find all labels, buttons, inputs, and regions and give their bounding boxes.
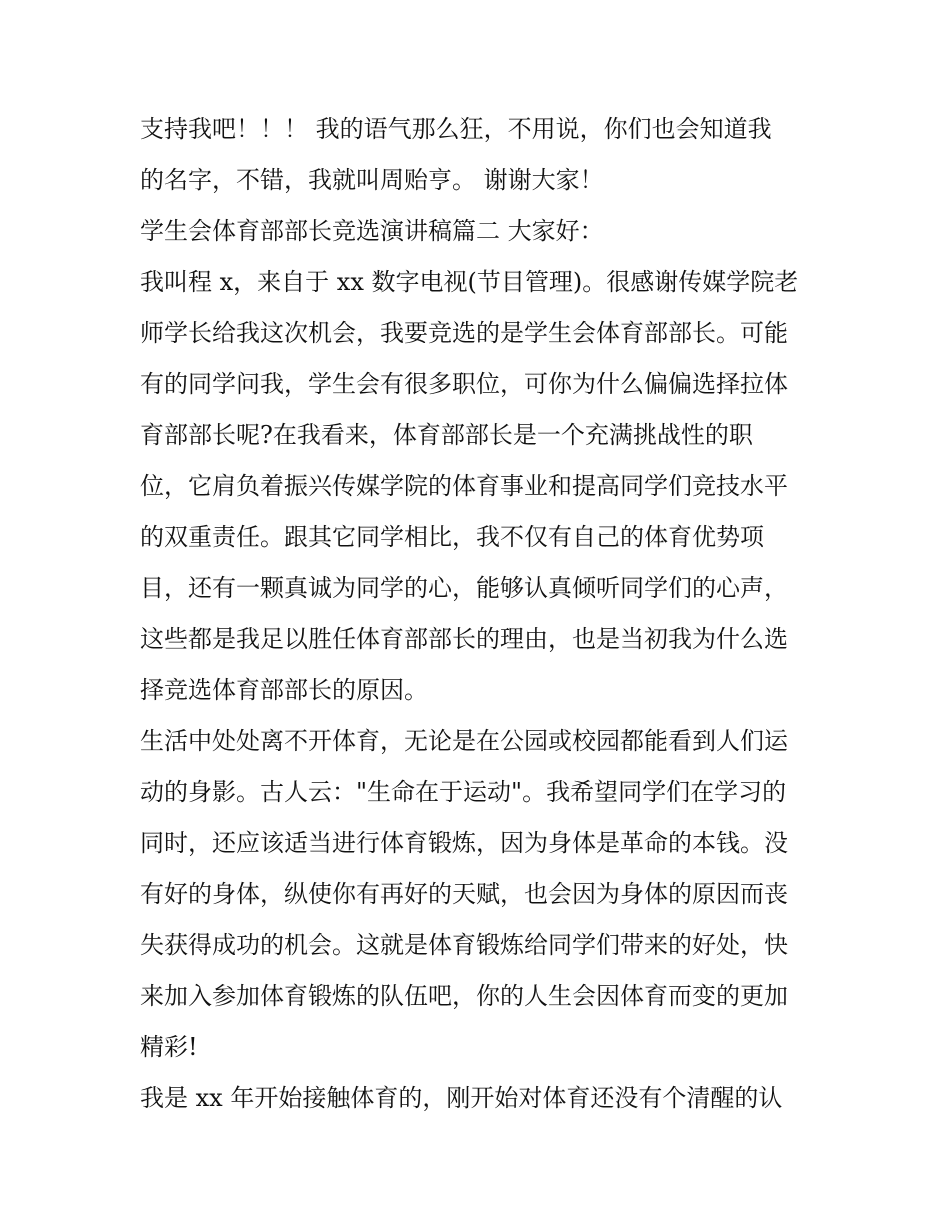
text-line: 精彩! [140, 1033, 198, 1061]
text-line: 有的同学问我，学生会有很多职位，可你为什么偏偏选择拉体 [140, 370, 788, 398]
text-line: 来加入参加体育锻炼的队伍吧，你的人生会因体育而变的更加 [140, 982, 788, 1010]
document-body [140, 104, 820, 1124]
text-line: 这些都是我足以胜任体育部部长的理由，也是当初我为什么选 [140, 625, 788, 653]
section-heading: 学生会体育部部长竞选演讲稿篇二 大家好： [140, 217, 604, 245]
text-line: 目，还有一颗真诚为同学的心，能够认真倾听同学们的心声， [140, 574, 788, 602]
text-line: 位，它肩负着振兴传媒学院的体育事业和提高同学们竞技水平 [140, 472, 788, 500]
text-line: 择竞选体育部部长的原因。 [140, 676, 428, 704]
text-line: 生活中处处离不开体育，无论是在公园或校园都能看到人们运 [140, 727, 788, 755]
text-line: 的双重责任。跟其它同学相比，我不仅有自己的体育优势项 [140, 523, 764, 551]
text-line: 师学长给我这次机会，我要竞选的是学生会体育部部长。可能 [140, 319, 788, 347]
text-line: 支持我吧！！！ 我的语气那么狂，不用说，你们也会知道我 [140, 115, 772, 143]
text-line: 同时，还应该适当进行体育锻炼，因为身体是革命的本钱。没 [140, 829, 788, 857]
text-line: 的名字，不错，我就叫周贻亨。 谢谢大家！ [140, 166, 604, 194]
text-line: 育部部长呢?在我看来，体育部部长是一个充满挑战性的职 [140, 421, 753, 449]
text-line: 失获得成功的机会。这就是体育锻炼给同学们带来的好处，快 [140, 931, 788, 959]
text-line: 动的身影。古人云："生命在于运动"。我希望同学们在学习的 [140, 778, 787, 806]
text-line: 我叫程 x，来自于 xx 数字电视(节目管理)。很感谢传媒学院老 [140, 268, 799, 296]
text-line: 我是 xx 年开始接触体育的，刚开始对体育还没有个清醒的认 [140, 1084, 783, 1112]
text-line: 有好的身体，纵使你有再好的天赋，也会因为身体的原因而丧 [140, 880, 788, 908]
